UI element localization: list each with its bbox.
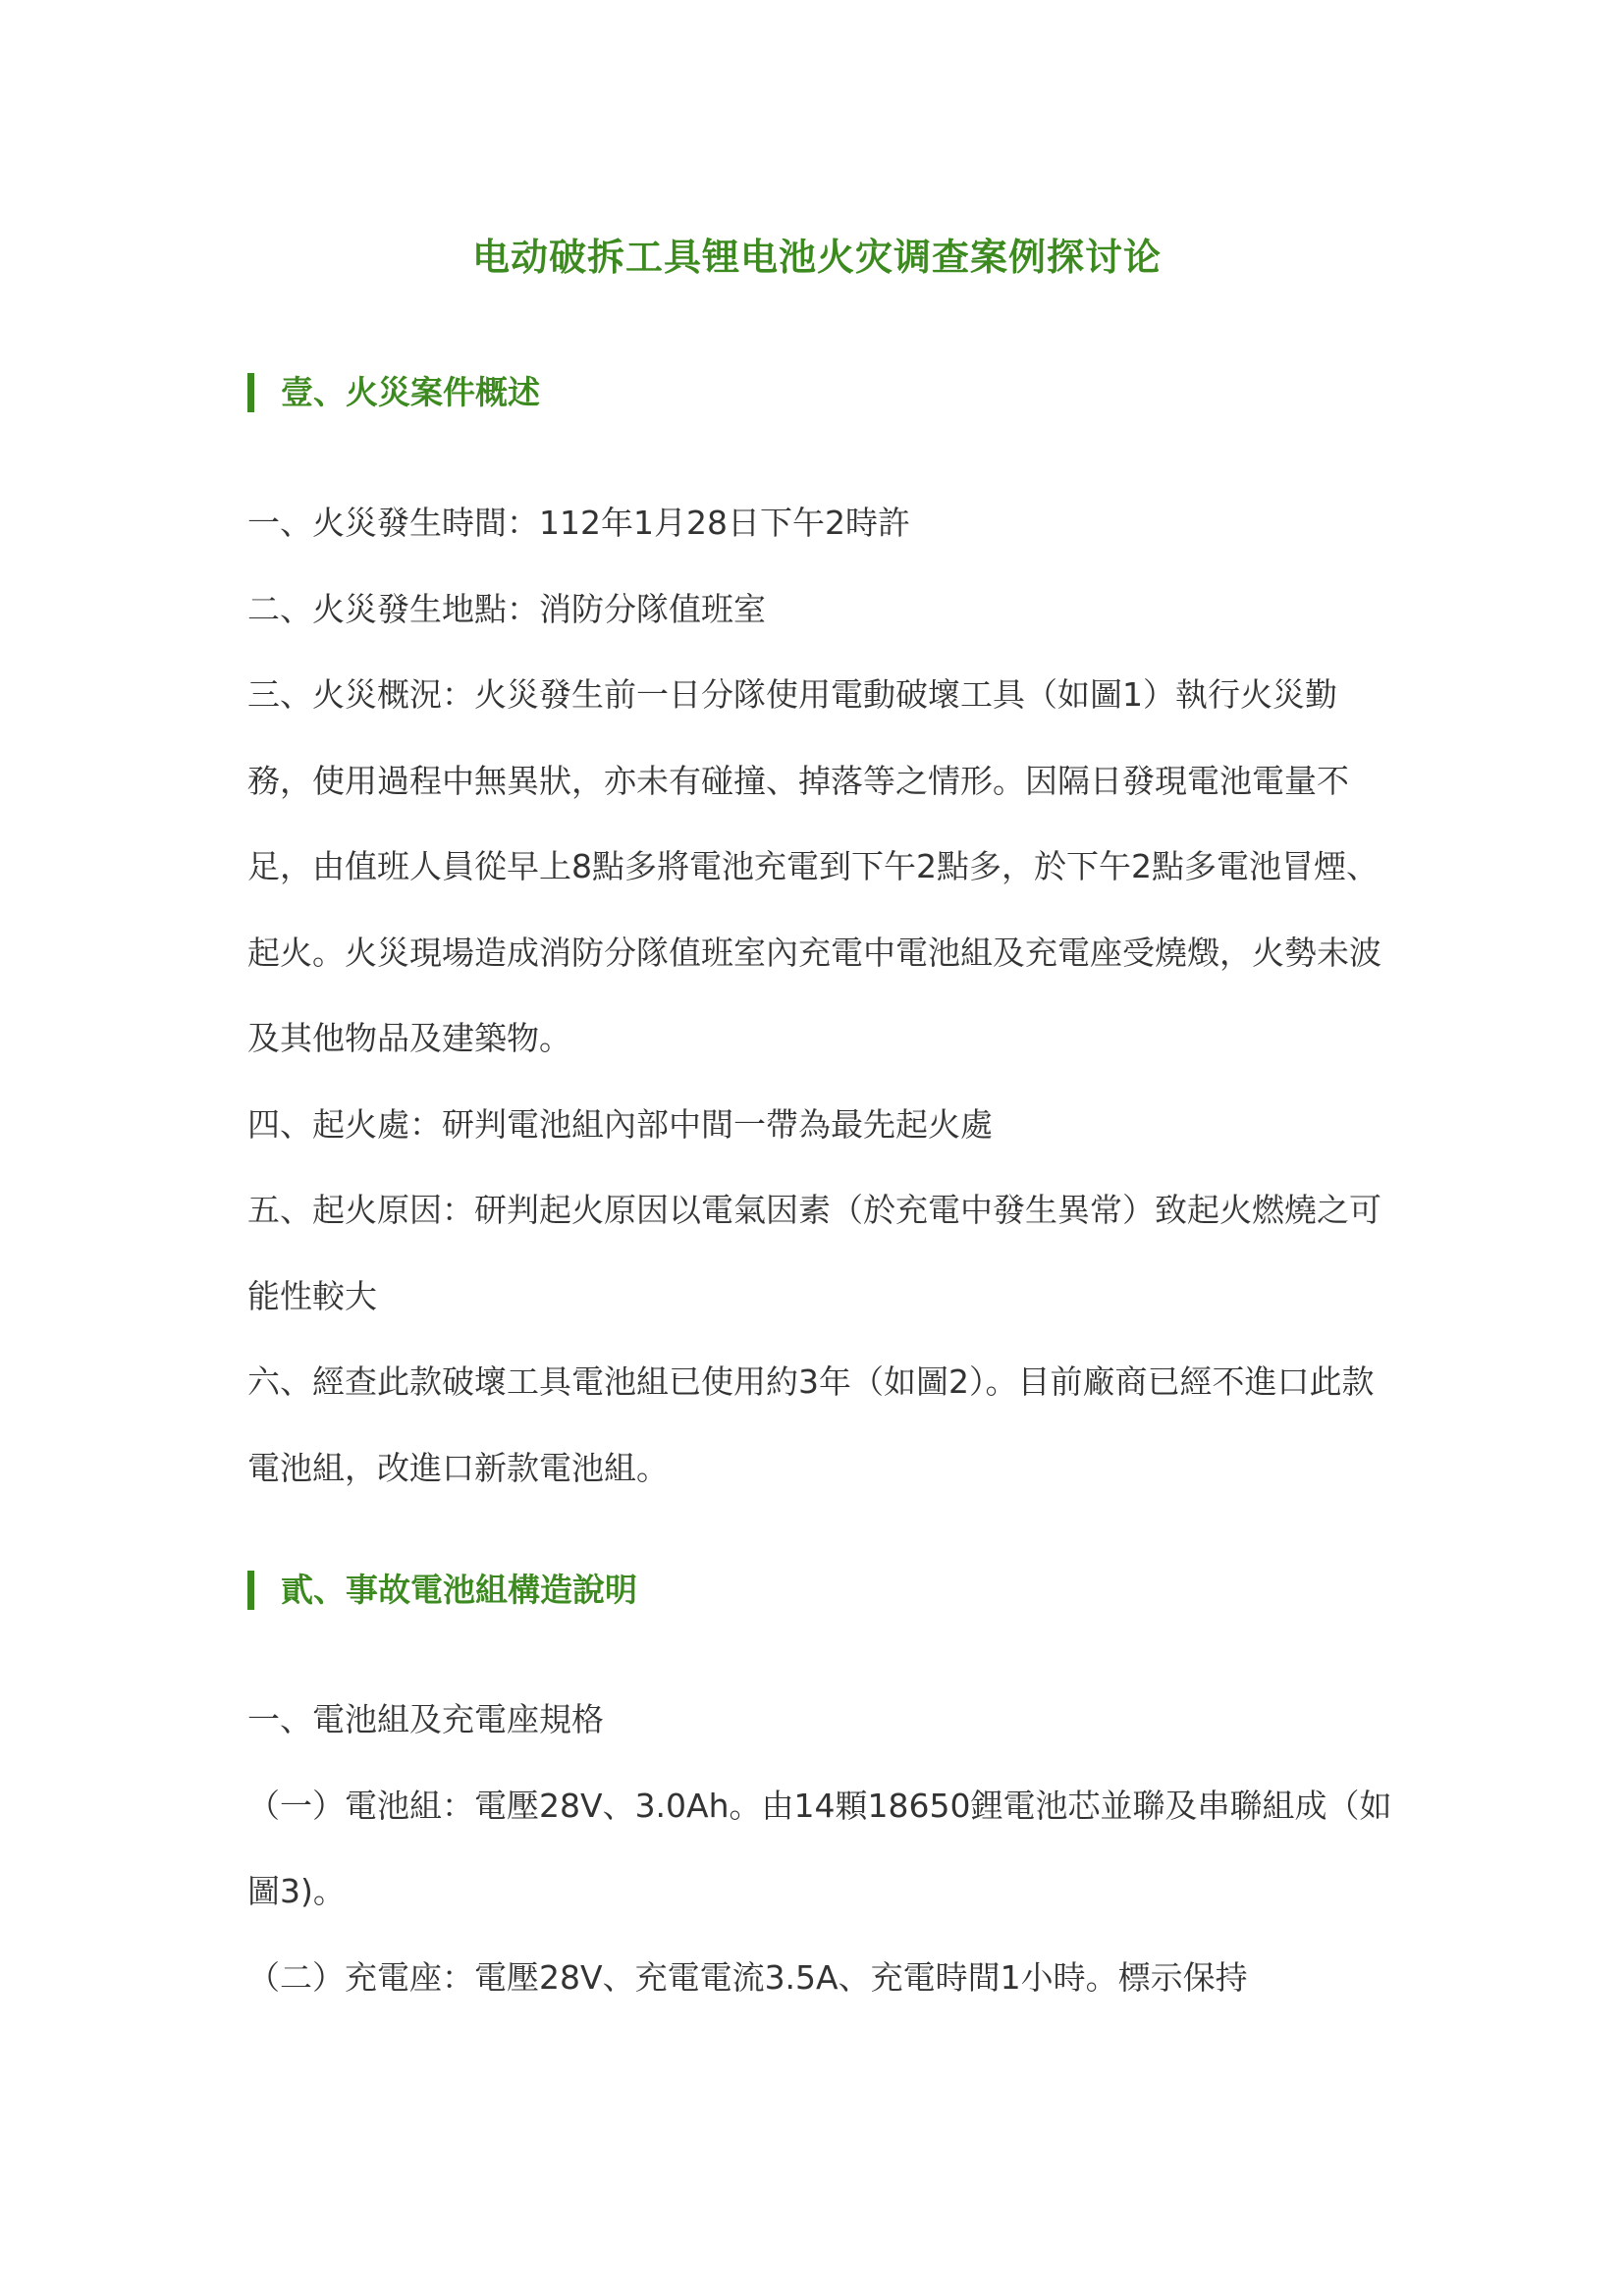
paragraph-fire-location: 二、火災發生地點：消防分隊值班室 (247, 589, 766, 628)
paragraph-battery-pack-spec: （一）電池組：電壓28V、3.0Ah。由14顆18650鋰電池芯並聯及串聯組成（如圖3)。 (247, 1786, 1392, 1910)
paragraph-fire-summary: 三、火災概況：火災發生前一日分隊使用電動破壞工具（如圖1）執行火災勤務，使用過程中無異狀，亦未有碰撞、掉落等之情形。因隔日發現電池電量不足，由值班人員從早上8點多將電池充電到下午2點多，於下午2點多電池冒煙、起火。火災現場造成消防分隊值班室內充電中電池組及充電座受燒燬，火勢未波及其他物品及建築物。 (247, 675, 1381, 1057)
section-heading-battery-structure: 貳、事故電池組構造說明 (247, 1571, 637, 1610)
paragraph-battery-usage: 六、經查此款破壞工具電池組已使用約3年（如圖2）。目前廠商已經不進口此款電池組，改進口新款電池組。 (247, 1362, 1375, 1487)
paragraph-origin-point: 四、起火處：研判電池組內部中間一帶為最先起火處 (247, 1104, 993, 1144)
paragraph-fire-time: 一、火災發生時間：112年1月28日下午2時許 (247, 504, 910, 542)
section-body-battery-structure (247, 1677, 1396, 2020)
section-heading-overview: 壹、火災案件概述 (247, 373, 540, 412)
document-title: 电动破拆工具锂电池火灾调查案例探讨论 (471, 236, 1162, 279)
paragraph-fire-cause: 五、起火原因：研判起火原因以電氣因素（於充電中發生異常）致起火燃燒之可能性較大 (247, 1191, 1381, 1315)
section-body-overview (247, 480, 1396, 1511)
paragraph-spec-heading: 一、電池組及充電座規格 (247, 1700, 604, 1738)
paragraph-charger-spec: （二）充電座：電壓28V、充電電流3.5A、充電時間1小時。標示保持 (247, 1957, 1248, 1997)
